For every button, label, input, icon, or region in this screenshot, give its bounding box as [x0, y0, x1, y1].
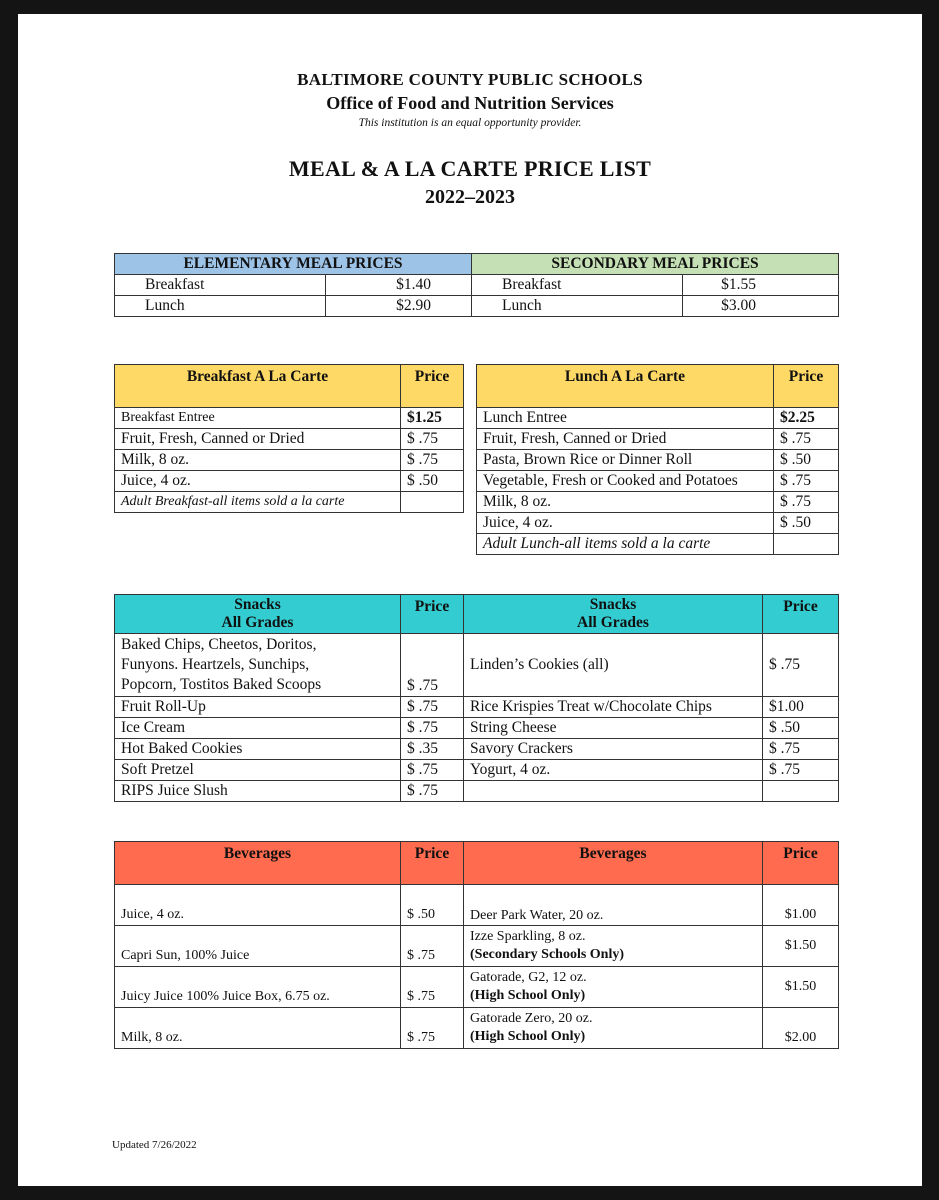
table-row: [115, 296, 839, 317]
item-price: $ .75: [401, 967, 464, 1008]
item-price: $1.50: [763, 967, 839, 1008]
item-name: Capri Sun, 100% Juice: [115, 926, 401, 967]
item-price: $ .75: [401, 781, 464, 802]
table-row: [477, 408, 839, 429]
item-price: $2.00: [763, 1008, 839, 1049]
item-name: Juicy Juice 100% Juice Box, 6.75 oz.: [115, 967, 401, 1008]
item-price: [774, 534, 839, 555]
secondary-item: Lunch: [472, 296, 683, 317]
elementary-item: Lunch: [115, 296, 326, 317]
item-price: $ .75: [401, 697, 464, 718]
item-price: $ .75: [401, 718, 464, 739]
item-price: $ .50: [774, 513, 839, 534]
item-name: Soft Pretzel: [115, 760, 401, 781]
table-row: [115, 885, 839, 926]
chips-item: [115, 634, 401, 697]
table-row: [477, 534, 839, 555]
table-row: [477, 450, 839, 471]
item-name: [464, 1008, 763, 1049]
breakfast-alacarte-table: [114, 364, 464, 513]
item-name: Linden’s Cookies (all): [464, 634, 763, 697]
equal-opportunity-statement: This institution is an equal opportunity provider.: [358, 117, 582, 129]
item-name: [464, 781, 763, 802]
table-row: [477, 513, 839, 534]
item-price: $ .50: [763, 718, 839, 739]
table-row: [115, 739, 839, 760]
elementary-price: $1.40: [326, 275, 472, 296]
item-price: $1.50: [763, 926, 839, 967]
price-heading: Price: [763, 842, 839, 885]
beverages-heading-right: Beverages: [464, 842, 763, 885]
snacks-table: [114, 594, 839, 802]
price-heading: Price: [401, 842, 464, 885]
chips-line: Baked Chips, Cheetos, Doritos,: [121, 636, 317, 653]
item-name: Milk, 8 oz.: [477, 492, 774, 513]
snacks-heading-right: [464, 595, 763, 634]
elementary-price: $2.90: [326, 296, 472, 317]
beverage-restriction: (Secondary Schools Only): [470, 947, 625, 962]
table-row: [477, 492, 839, 513]
item-price: $ .75: [401, 450, 464, 471]
item-price: $ .75: [774, 471, 839, 492]
table-row: [115, 781, 839, 802]
item-price: $ .75: [763, 634, 839, 697]
snacks-subtitle: All Grades: [221, 614, 294, 631]
table-row: [115, 275, 839, 296]
table-row: [115, 718, 839, 739]
item-price: $ .75: [401, 760, 464, 781]
price-heading: Price: [774, 365, 839, 408]
item-price: $1.00: [763, 885, 839, 926]
item-name: Milk, 8 oz.: [115, 450, 401, 471]
secondary-item: Breakfast: [472, 275, 683, 296]
table-row: [115, 408, 464, 429]
table-row: [115, 926, 839, 967]
item-name: Lunch Entree: [477, 408, 774, 429]
snacks-subtitle: All Grades: [577, 614, 649, 631]
office-name: Office of Food and Nutrition Services: [326, 93, 614, 113]
item-name: Vegetable, Fresh or Cooked and Potatoes: [477, 471, 774, 492]
beverage-restriction: (High School Only): [470, 1029, 586, 1044]
updated-date: Updated 7/26/2022: [112, 1139, 197, 1151]
snacks-heading-left: [115, 595, 401, 634]
item-name: Pasta, Brown Rice or Dinner Roll: [477, 450, 774, 471]
item-name: Breakfast Entree: [115, 408, 401, 429]
lunch-alacarte-heading: Lunch A La Carte: [477, 365, 774, 408]
price-heading: Price: [763, 595, 839, 634]
price-heading: Price: [401, 595, 464, 634]
item-price: $ .75: [774, 492, 839, 513]
item-name: Fruit Roll-Up: [115, 697, 401, 718]
item-price: $ .75: [763, 760, 839, 781]
breakfast-alacarte-heading: Breakfast A La Carte: [115, 365, 401, 408]
item-name: [464, 926, 763, 967]
item-price: $2.25: [774, 408, 839, 429]
item-price: $ .75: [401, 429, 464, 450]
beverage-name: Gatorade Zero, 20 oz.: [470, 1011, 593, 1026]
table-row: [115, 1008, 839, 1049]
item-price: $ .50: [401, 471, 464, 492]
beverage-name: Deer Park Water, 20 oz.: [470, 908, 604, 923]
item-name: Juice, 4 oz.: [115, 471, 401, 492]
table-row: [115, 429, 464, 450]
item-name: [464, 885, 763, 926]
item-name: Hot Baked Cookies: [115, 739, 401, 760]
item-price: $ .75: [763, 739, 839, 760]
item-name: Milk, 8 oz.: [115, 1008, 401, 1049]
table-row: [477, 429, 839, 450]
item-price: $ .35: [401, 739, 464, 760]
item-name: Juice, 4 oz.: [115, 885, 401, 926]
beverage-restriction: (High School Only): [470, 988, 586, 1003]
item-name: Savory Crackers: [464, 739, 763, 760]
item-price: $ .75: [774, 429, 839, 450]
item-name: Fruit, Fresh, Canned or Dried: [477, 429, 774, 450]
price-heading: Price: [401, 365, 464, 408]
item-price: $ .50: [401, 885, 464, 926]
item-price: [763, 781, 839, 802]
table-row: [115, 697, 839, 718]
page-title: MEAL & A LA CARTE PRICE LIST: [288, 156, 652, 181]
snacks-title: Snacks: [234, 596, 281, 613]
beverages-table: [114, 841, 839, 1049]
item-name: RIPS Juice Slush: [115, 781, 401, 802]
table-row: [115, 450, 464, 471]
secondary-meal-heading: SECONDARY MEAL PRICES: [472, 254, 839, 275]
table-row: [115, 471, 464, 492]
snacks-title: Snacks: [589, 596, 637, 613]
meal-prices-table: [114, 253, 839, 317]
table-row: [477, 471, 839, 492]
elementary-item: Breakfast: [115, 275, 326, 296]
table-row: [115, 492, 464, 513]
lunch-alacarte-table: [476, 364, 839, 555]
table-row: [115, 760, 839, 781]
item-name: [464, 967, 763, 1008]
beverage-name: Gatorade, G2, 12 oz.: [470, 970, 587, 985]
item-name: String Cheese: [464, 718, 763, 739]
item-price: $1.00: [763, 697, 839, 718]
item-name: Adult Lunch-all items sold a la carte: [477, 534, 774, 555]
price-list-page: [18, 14, 922, 1186]
item-price: [401, 492, 464, 513]
item-name: Ice Cream: [115, 718, 401, 739]
school-year: 2022–2023: [425, 186, 515, 208]
item-name: Rice Krispies Treat w/Chocolate Chips: [464, 697, 763, 718]
item-name: Yogurt, 4 oz.: [464, 760, 763, 781]
table-row: [115, 967, 839, 1008]
chips-line: Popcorn, Tostitos Baked Scoops: [121, 676, 322, 693]
item-price: $ .50: [774, 450, 839, 471]
item-price: $ .75: [401, 926, 464, 967]
table-row: [115, 634, 839, 697]
secondary-price: $3.00: [683, 296, 839, 317]
item-name: Fruit, Fresh, Canned or Dried: [115, 429, 401, 450]
organization-name: BALTIMORE COUNTY PUBLIC SCHOOLS: [297, 70, 643, 89]
chips-line: Funyons. Heartzels, Sunchips,: [121, 656, 310, 673]
elementary-meal-heading: ELEMENTARY MEAL PRICES: [115, 254, 472, 275]
beverages-heading-left: Beverages: [115, 842, 401, 885]
item-name: Juice, 4 oz.: [477, 513, 774, 534]
secondary-price: $1.55: [683, 275, 839, 296]
beverage-name: Izze Sparkling, 8 oz.: [470, 929, 586, 944]
item-price: $ .75: [401, 634, 464, 697]
item-price: $1.25: [401, 408, 464, 429]
item-name: Adult Breakfast-all items sold a la carte: [115, 492, 401, 513]
item-price: $ .75: [401, 1008, 464, 1049]
